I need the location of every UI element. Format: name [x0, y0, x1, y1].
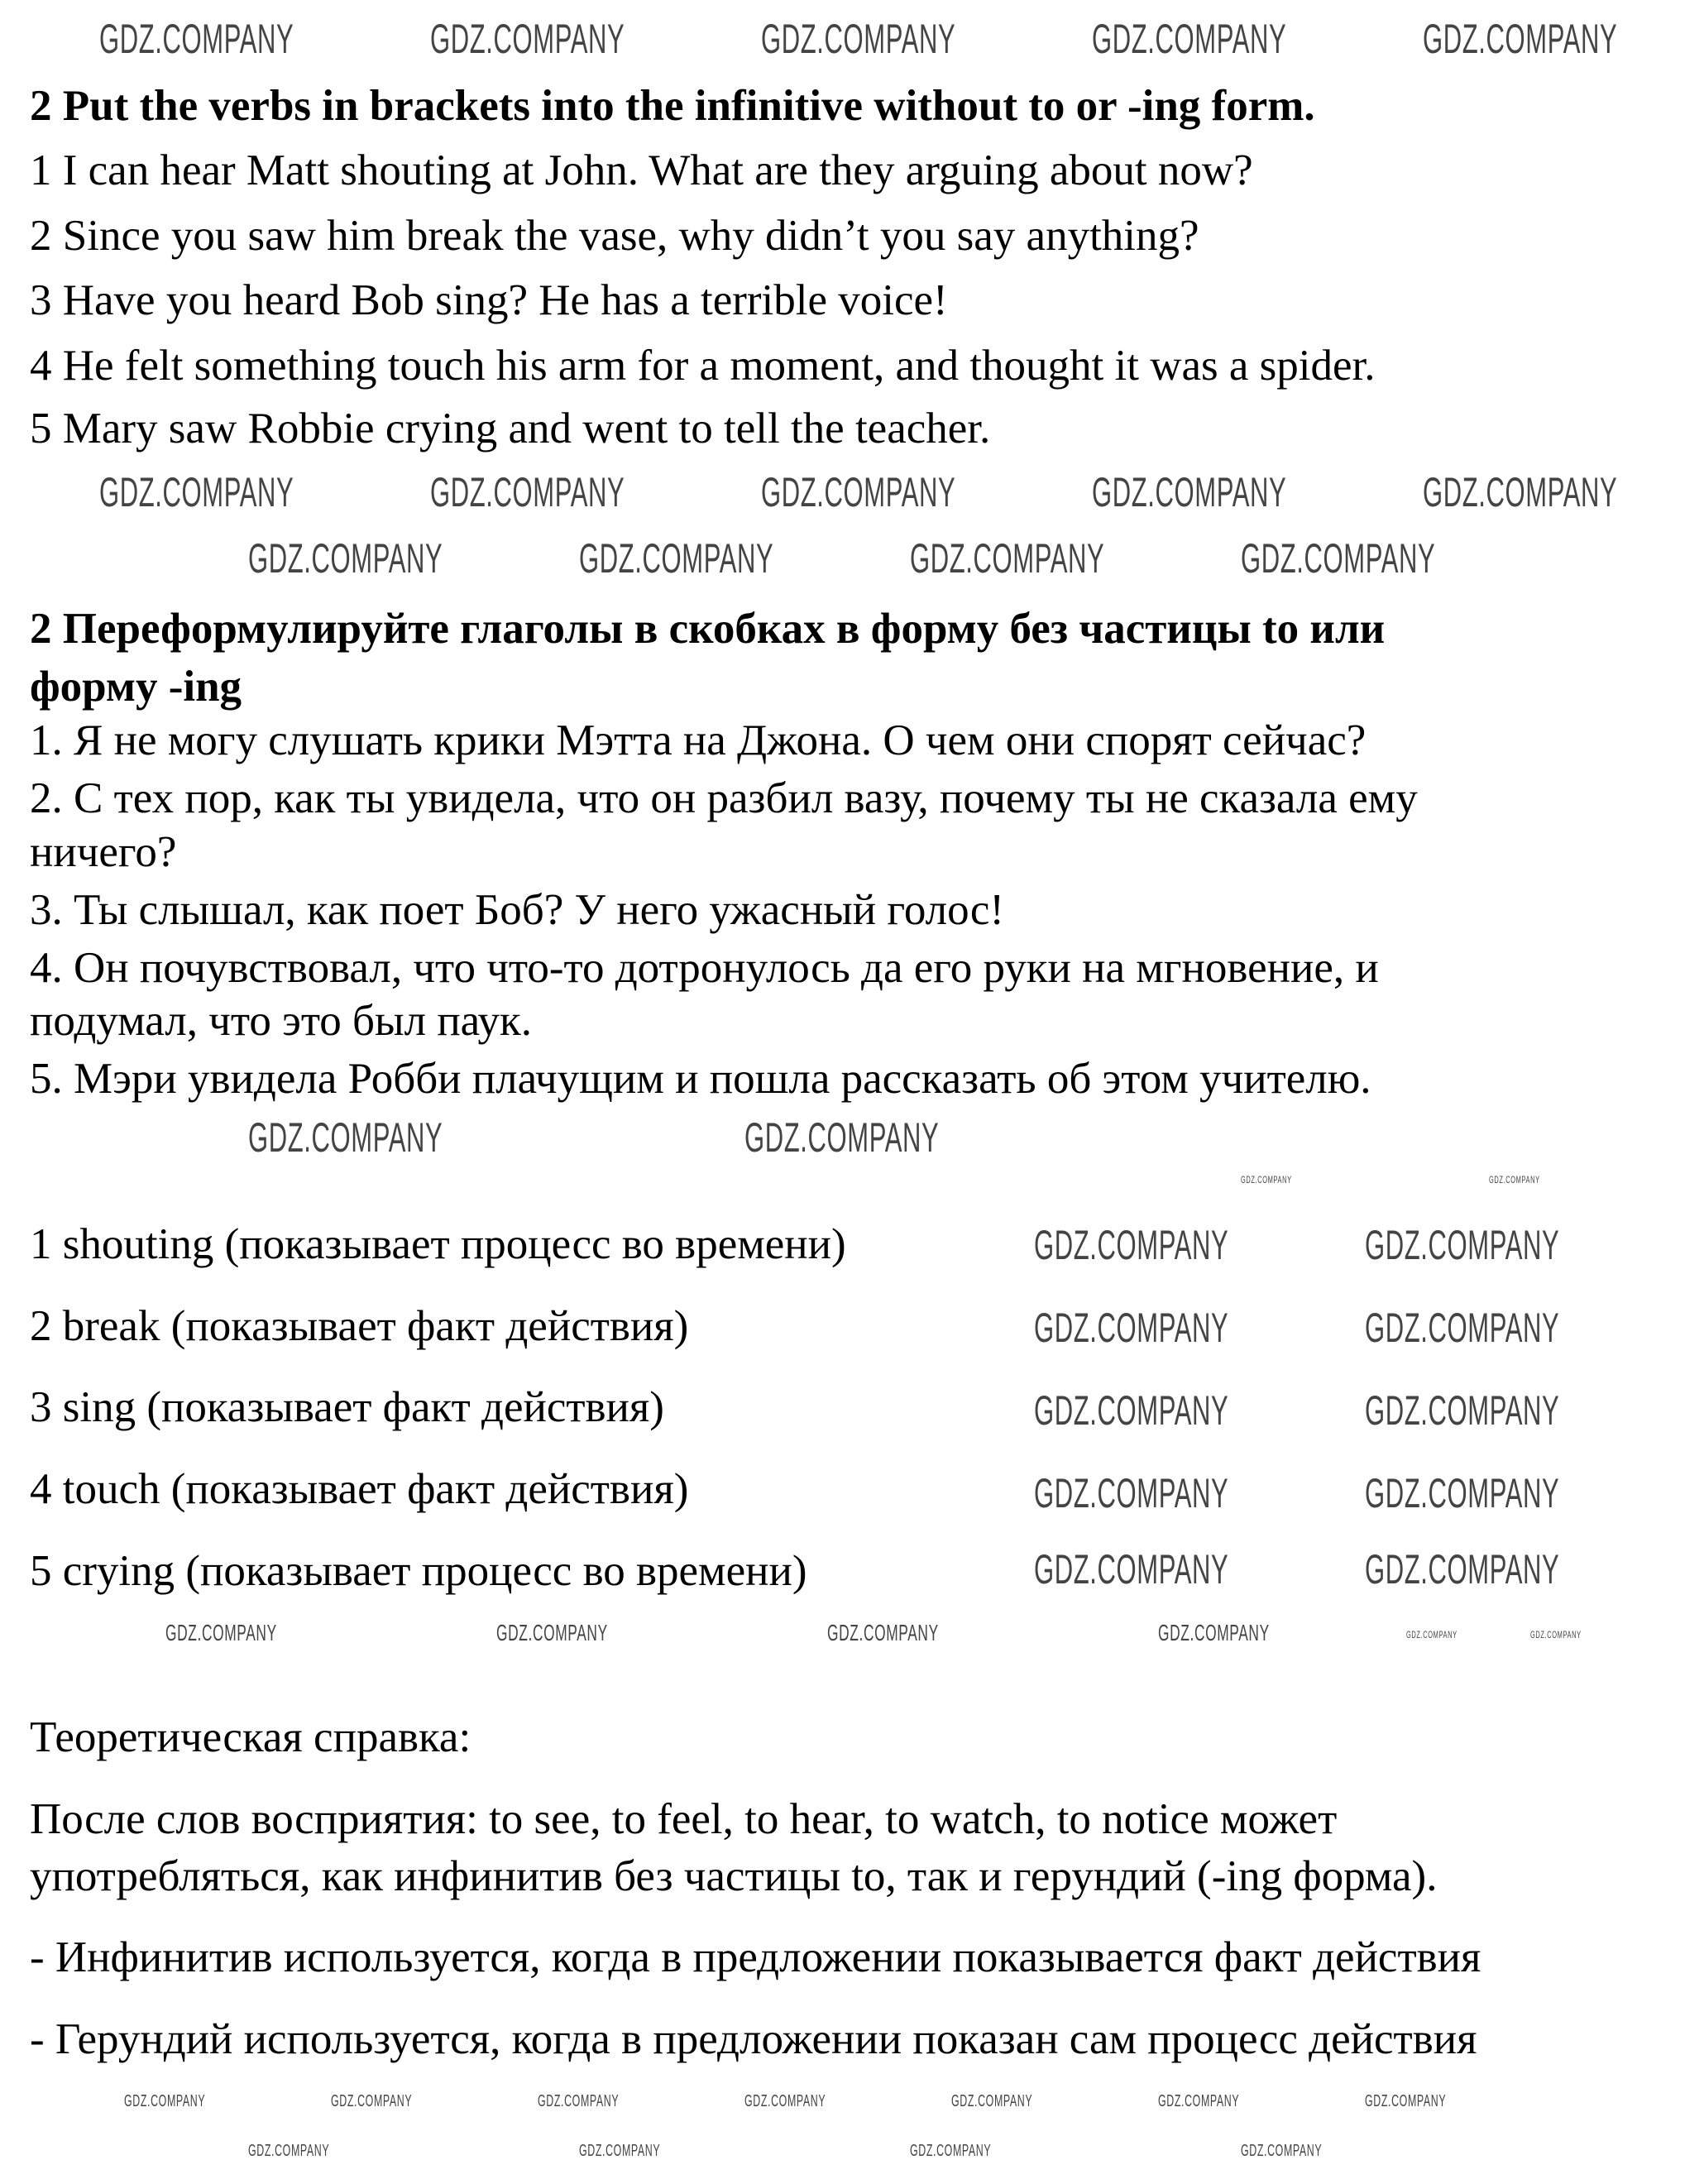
theory-line: употребляться, как инфинитив без частицы to, так и герундий (-ing форма). — [30, 1852, 1438, 1900]
russian-task-title-cont: форму -ing — [30, 663, 242, 711]
watermark: GDZ.COMPANY — [761, 16, 956, 62]
watermark: GDZ.COMPANY — [1423, 469, 1618, 515]
watermark: GDZ.COMPANY — [430, 16, 625, 62]
watermark: GDZ.COMPANY — [910, 535, 1105, 582]
english-item: 5 Mary saw Robbie crying and went to tell the teacher. — [30, 405, 991, 453]
watermark: GDZ.COMPANY — [1406, 1629, 1457, 1640]
watermark: GDZ.COMPANY — [1034, 1546, 1229, 1592]
watermark: GDZ.COMPANY — [1241, 535, 1436, 582]
watermark: GDZ.COMPANY — [1158, 2092, 1240, 2110]
watermark: GDZ.COMPANY — [744, 1114, 940, 1161]
watermark: GDZ.COMPANY — [1530, 1629, 1582, 1640]
answer-item: 4 touch (показывает факт действия) — [30, 1465, 689, 1513]
answer-item: 1 shouting (показывает процесс во времени) — [30, 1220, 846, 1268]
watermark: GDZ.COMPANY — [951, 2092, 1033, 2110]
watermark: GDZ.COMPANY — [248, 2142, 330, 2160]
theory-line: - Герундий используется, когда в предложении показан сам процесс действия — [30, 2015, 1477, 2063]
watermark: GDZ.COMPANY — [331, 2092, 413, 2110]
watermark: GDZ.COMPANY — [1158, 1620, 1270, 1645]
watermark: GDZ.COMPANY — [579, 535, 774, 582]
watermark: GDZ.COMPANY — [1092, 16, 1287, 62]
watermark: GDZ.COMPANY — [827, 1620, 939, 1645]
watermark: GDZ.COMPANY — [1034, 1387, 1229, 1434]
theory-line: После слов восприятия: to see, to feel, to hear, to watch, to notice может — [30, 1795, 1338, 1843]
answer-item: 5 crying (показывает процесс во времени) — [30, 1547, 807, 1595]
watermark: GDZ.COMPANY — [1034, 1470, 1229, 1516]
russian-line: 4. Он почувствовал, что что-то дотронулось да его руки на мгновение, и — [30, 944, 1379, 992]
watermark: GDZ.COMPANY — [165, 1620, 277, 1645]
answer-item: 3 sing (показывает факт действия) — [30, 1383, 664, 1431]
russian-line: подумал, что это был паук. — [30, 997, 533, 1045]
watermark: GDZ.COMPANY — [1365, 1305, 1560, 1351]
watermark: GDZ.COMPANY — [1423, 16, 1618, 62]
watermark: GDZ.COMPANY — [248, 535, 443, 582]
watermark: GDZ.COMPANY — [1365, 1546, 1560, 1592]
russian-task-title: 2 Переформулируйте глаголы в скобках в форму без частицы to или — [30, 605, 1386, 653]
watermark: GDZ.COMPANY — [1092, 469, 1287, 515]
watermark: GDZ.COMPANY — [124, 2092, 206, 2110]
watermark: GDZ.COMPANY — [579, 2142, 661, 2160]
watermark: GDZ.COMPANY — [496, 1620, 608, 1645]
russian-line: ничего? — [30, 828, 177, 876]
answer-item: 2 break (показывает факт действия) — [30, 1302, 689, 1350]
watermark: GDZ.COMPANY — [1365, 1387, 1560, 1434]
watermark: GDZ.COMPANY — [910, 2142, 992, 2160]
english-item: 4 He felt something touch his arm for a moment, and thought it was a spider. — [30, 342, 1376, 390]
theory-heading: Теоретическая справка: — [30, 1713, 471, 1761]
watermark: GDZ.COMPANY — [1241, 2142, 1323, 2160]
watermark: GDZ.COMPANY — [1365, 1470, 1560, 1516]
russian-line: 1. Я не могу слушать крики Мэтта на Джона. О чем они спорят сейчас? — [30, 716, 1367, 764]
watermark: GDZ.COMPANY — [1365, 1222, 1560, 1268]
watermark: GDZ.COMPANY — [430, 469, 625, 515]
watermark: GDZ.COMPANY — [99, 16, 294, 62]
watermark: GDZ.COMPANY — [1034, 1222, 1229, 1268]
theory-line: - Инфинитив используется, когда в предложении показывается факт действия — [30, 1933, 1481, 1981]
english-item: 1 I can hear Matt shouting at John. What are they arguing about now? — [30, 146, 1253, 194]
russian-line: 3. Ты слышал, как поет Боб? У него ужасный голос! — [30, 886, 1005, 934]
watermark: GDZ.COMPANY — [1489, 1174, 1540, 1185]
watermark: GDZ.COMPANY — [538, 2092, 620, 2110]
english-item: 3 Have you heard Bob sing? He has a terrible voice! — [30, 276, 948, 324]
russian-line: 5. Мэри увидела Робби плачущим и пошла рассказать об этом учителю. — [30, 1055, 1371, 1103]
watermark: GDZ.COMPANY — [1365, 2092, 1447, 2110]
watermark: GDZ.COMPANY — [1241, 1174, 1292, 1185]
english-item: 2 Since you saw him break the vase, why didn’t you say anything? — [30, 212, 1199, 260]
russian-line: 2. С тех пор, как ты увидела, что он разбил вазу, почему ты не сказала ему — [30, 774, 1418, 822]
watermark: GDZ.COMPANY — [1034, 1305, 1229, 1351]
english-task-title: 2 Put the verbs in brackets into the infinitive without to or -ing form. — [30, 82, 1315, 130]
watermark: GDZ.COMPANY — [248, 1114, 443, 1161]
watermark: GDZ.COMPANY — [99, 469, 294, 515]
watermark: GDZ.COMPANY — [744, 2092, 826, 2110]
watermark: GDZ.COMPANY — [761, 469, 956, 515]
